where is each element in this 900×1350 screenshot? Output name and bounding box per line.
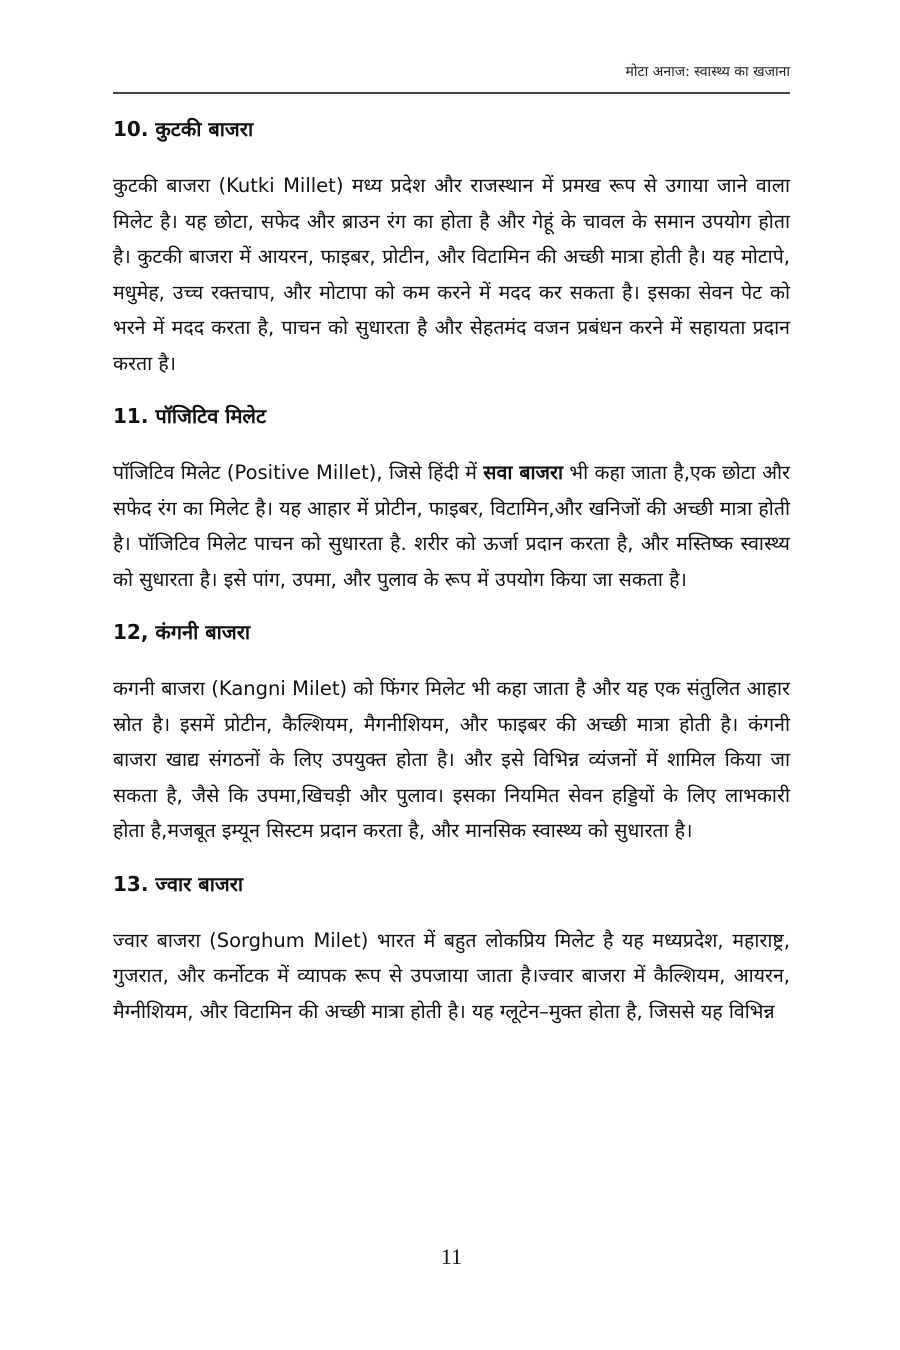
english-term: Positive Millet (234, 461, 369, 484)
text-run: ), जिसे हिंदी में (368, 461, 484, 484)
document-page (113, 0, 790, 1350)
section-kutki (113, 112, 790, 381)
section-heading: 10. कुटकी बाजरा (113, 117, 254, 141)
english-term: Kutki Millet (226, 174, 336, 197)
text-run: ) भारत में बहुत लोकप्रिय मिलेट है यह मध्यप्रदेश, महाराष्ट्र, गुजरात, और कर्नोटक में व्यापक रूप से उपजाया जाता है।ज्वार बाजरा में कैल्शियम, आयरन, मैग्नीशियम, और विटामिन की अच्छी मात्रा होती है। यह ग्लूटेन–मुक्त होता है, जिससे यह विभिन्न (113, 928, 790, 1023)
page-content (113, 112, 790, 1047)
section-paragraph (113, 671, 790, 849)
text-run: को फिंगर मिलेट भी कहा जाता है और यह एक संतुलित आहार स्रोत है। इसमें प्रोटीन, कैल्शियम, मैगनीशियम, और फाइबर की अच्छी मात्रा होती है। कंगनी बाजरा खाद्य संगठनों के लिए उपयुक्त होता है। और इसे विभिन्न व्यंजनों में शामिल किया जा सकता है, जैसे कि उपमा,खिचड़ी और पुलाव। इसका नियमित सेवन हड्डियों के लिए लाभकारी होता है,मजबूत इम्यून सिस्टम प्रदान करता है, और मानसिक स्वास्थ्य को सुधारता है। (113, 677, 790, 842)
text-run: ) मध्य प्रदेश और राजस्थान में प्रमख रूप से उगाया जाने वाला मिलेट है। यह छोटा, सफेद और ब्राउन रंग का होता है और गेहूं के चावल के समान उपयोग होता है। कुटकी बाजरा में आयरन, फाइबर, प्रोटीन, और विटामिन की अच्छी मात्रा होती है। यह मोटापे, मधुमेह, उच्च रक्तचाप, और मोटापा को कम करने में मदद कर सकता है। इसका सेवन पेट को भरने में मदद करता है, पाचन को सुधारता है और सेहतमंद वजन प्रबंधन करने में सहायता प्रदान करता है। (113, 174, 790, 375)
section-paragraph (113, 455, 790, 597)
section-paragraph (113, 923, 790, 1030)
text-run: कुटकी बाजरा ( (113, 174, 227, 197)
section-heading: 11. पॉजिटिव मिलेट (113, 404, 267, 428)
running-header: मोटा अनाज: स्वास्थ्य का खजाना (625, 64, 790, 80)
bold-term: सवा बाजरा (483, 461, 564, 484)
english-term: Sorghum Milet (216, 928, 361, 952)
section-jowar (113, 867, 790, 1030)
english-term: Kangni Milet) (218, 677, 348, 700)
text-run: कगनी बाजरा ( (113, 677, 219, 700)
text-run: पॉजिटिव मिलेट ( (113, 461, 235, 484)
section-kangni (113, 615, 790, 849)
header-rule (113, 92, 790, 94)
section-heading: 13. ज्वार बाजरा (113, 871, 244, 896)
text-run: भी कहा जाता है,एक छोटा और सफेद रंग का मिलेट है। यह आहार में प्रोटीन, फाइबर, विटामिन,और खनिजों की अच्छी मात्रा होती है। पॉजिटिव मिलेट पाचन को सुधारता है. शरीर को ऊर्जा प्रदान करता है, और मस्तिष्क स्वास्थ्य को सुधारता है। इसे पांग, उपमा, और पुलाव के रूप में उपयोग किया जा सकता है। (113, 461, 790, 591)
section-positive (113, 399, 790, 597)
text-run: ज्वार बाजरा ( (113, 928, 217, 952)
page-number: 11 (440, 1244, 463, 1269)
section-paragraph (113, 168, 790, 381)
section-heading: 12, कंगनी बाजरा (113, 620, 251, 644)
